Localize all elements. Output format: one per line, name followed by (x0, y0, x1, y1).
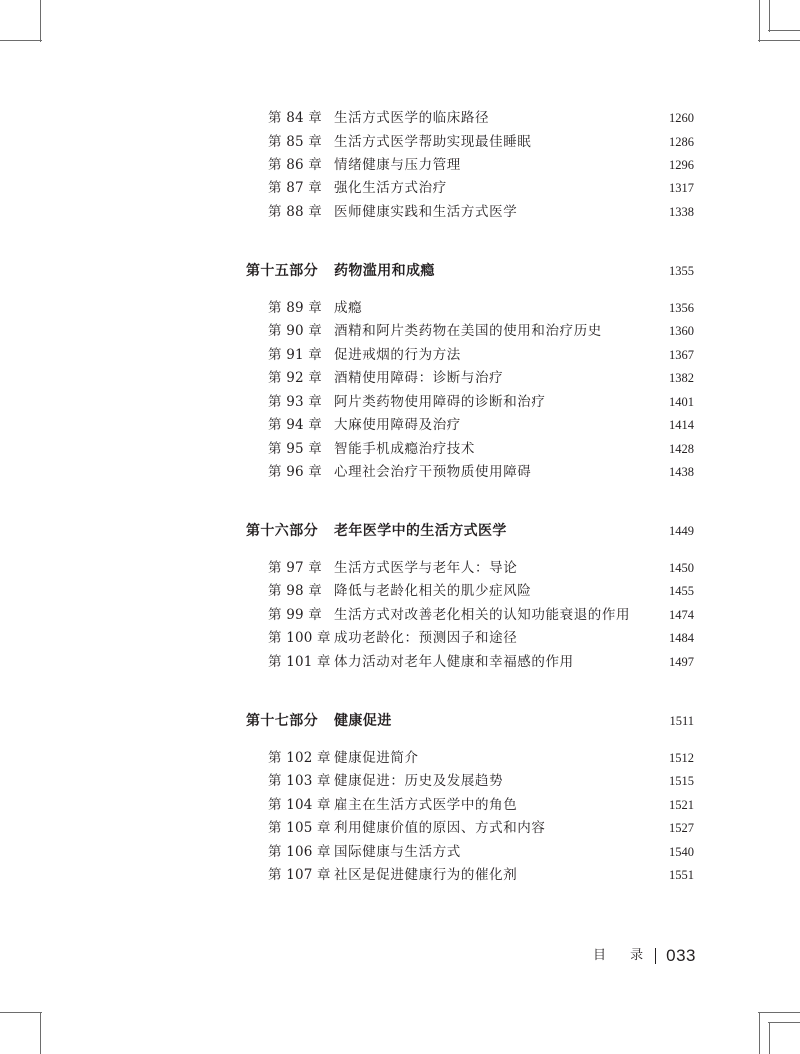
chapter-page-number: 1401 (669, 395, 694, 409)
chapter-page-number: 1484 (669, 631, 694, 645)
running-footer-label: 目 录 (592, 948, 654, 963)
chapter-page-number: 1438 (669, 465, 694, 479)
page-footer (593, 944, 696, 968)
toc-chapter-row[interactable] (0, 177, 800, 199)
chapter-number: 第 104 章 (268, 797, 331, 813)
chapter-title: 利用健康价值的原因、方式和内容 (334, 820, 546, 836)
chapter-title: 成功老龄化：预测因子和途径 (334, 630, 518, 646)
chapter-title: 大麻使用障碍及治疗 (334, 417, 461, 433)
toc-chapter-row[interactable] (0, 747, 800, 769)
chapter-number: 第 88 章 (268, 204, 322, 220)
chapter-title: 体力活动对老年人健康和幸福感的作用 (334, 654, 574, 670)
chapter-title: 情绪健康与压力管理 (334, 157, 461, 173)
part-title: 老年医学中的生活方式医学 (334, 523, 507, 539)
chapter-number: 第 86 章 (268, 157, 322, 173)
toc-chapter-row[interactable] (0, 461, 800, 483)
chapter-number: 第 93 章 (268, 394, 322, 410)
chapter-number: 第 87 章 (268, 180, 322, 196)
chapter-title: 促进戒烟的行为方法 (334, 347, 461, 363)
part-title: 药物滥用和成瘾 (334, 263, 435, 279)
chapter-number: 第 99 章 (268, 607, 322, 623)
chapter-title: 生活方式医学的临床路径 (334, 110, 490, 126)
crop-mark-bottom-left-vertical (40, 1012, 41, 1054)
page-number: 033 (666, 946, 696, 965)
toc-chapter-row[interactable] (0, 794, 800, 816)
toc-part-row[interactable] (0, 710, 800, 732)
chapter-page-number: 1474 (669, 608, 694, 622)
footer-divider (655, 948, 656, 964)
chapter-page-number: 1428 (669, 442, 694, 456)
chapter-title: 智能手机成瘾治疗技术 (334, 441, 475, 457)
chapter-page-number: 1360 (669, 324, 694, 338)
chapter-number: 第 91 章 (268, 347, 322, 363)
part-number: 第十五部分 (246, 263, 318, 279)
toc-chapter-row[interactable] (0, 438, 800, 460)
crop-mark-top-right-vertical-outer (769, 0, 770, 32)
chapter-page-number: 1497 (669, 655, 694, 669)
crop-mark-top-right-horizontal-outer (768, 30, 800, 31)
part-page-number: 1449 (669, 524, 694, 538)
toc-chapter-row[interactable] (0, 201, 800, 223)
part-page-number: 1355 (669, 264, 694, 278)
toc-chapter-row[interactable] (0, 627, 800, 649)
toc-chapter-row[interactable] (0, 604, 800, 626)
chapter-page-number: 1521 (669, 798, 694, 812)
chapter-page-number: 1414 (669, 418, 694, 432)
crop-mark-top-right-horizontal (758, 40, 800, 41)
toc-chapter-row[interactable] (0, 154, 800, 176)
chapter-page-number: 1317 (669, 181, 694, 195)
toc-chapter-row[interactable] (0, 107, 800, 129)
chapter-page-number: 1367 (669, 348, 694, 362)
crop-mark-bottom-right-vertical (759, 1012, 760, 1054)
toc-chapter-row[interactable] (0, 344, 800, 366)
toc-chapter-row[interactable] (0, 651, 800, 673)
crop-mark-bottom-left-horizontal (0, 1012, 42, 1013)
chapter-number: 第 84 章 (268, 110, 322, 126)
chapter-page-number: 1540 (669, 845, 694, 859)
toc-part-row[interactable] (0, 520, 800, 542)
toc-chapter-row[interactable] (0, 320, 800, 342)
chapter-page-number: 1551 (669, 868, 694, 882)
chapter-title: 国际健康与生活方式 (334, 844, 461, 860)
chapter-title: 雇主在生活方式医学中的角色 (334, 797, 518, 813)
chapter-title: 强化生活方式治疗 (334, 180, 447, 196)
toc-chapter-row[interactable] (0, 391, 800, 413)
chapter-title: 健康促进：历史及发展趋势 (334, 773, 504, 789)
toc-chapter-row[interactable] (0, 367, 800, 389)
chapter-page-number: 1450 (669, 561, 694, 575)
toc-part-row[interactable] (0, 260, 800, 282)
chapter-title: 生活方式医学帮助实现最佳睡眠 (334, 134, 532, 150)
chapter-title: 健康促进简介 (334, 750, 419, 766)
chapter-title: 酒精使用障碍：诊断与治疗 (334, 370, 504, 386)
chapter-page-number: 1527 (669, 821, 694, 835)
chapter-page-number: 1260 (669, 111, 694, 125)
chapter-title: 成瘾 (334, 300, 363, 316)
chapter-number: 第 97 章 (268, 560, 322, 576)
part-page-number: 1511 (669, 714, 694, 728)
crop-mark-bottom-right-vertical-outer (769, 1022, 770, 1054)
chapter-number: 第 95 章 (268, 441, 322, 457)
chapter-number: 第 100 章 (268, 630, 331, 646)
chapter-number: 第 103 章 (268, 773, 331, 789)
toc-chapter-row[interactable] (0, 841, 800, 863)
chapter-page-number: 1296 (669, 158, 694, 172)
chapter-number: 第 101 章 (268, 654, 331, 670)
chapter-title: 心理社会治疗干预物质使用障碍 (334, 464, 532, 480)
chapter-title: 酒精和阿片类药物在美国的使用和治疗历史 (334, 323, 602, 339)
toc-chapter-row[interactable] (0, 131, 800, 153)
toc-chapter-row[interactable] (0, 297, 800, 319)
chapter-number: 第 98 章 (268, 583, 322, 599)
chapter-number: 第 94 章 (268, 417, 322, 433)
toc-chapter-row[interactable] (0, 557, 800, 579)
chapter-number: 第 89 章 (268, 300, 322, 316)
crop-mark-top-left-horizontal (0, 40, 42, 41)
chapter-number: 第 105 章 (268, 820, 331, 836)
chapter-title: 社区是促进健康行为的催化剂 (334, 867, 518, 883)
chapter-title: 阿片类药物使用障碍的诊断和治疗 (334, 394, 546, 410)
chapter-page-number: 1515 (669, 774, 694, 788)
toc-chapter-row[interactable] (0, 864, 800, 886)
chapter-page-number: 1455 (669, 584, 694, 598)
chapter-page-number: 1382 (669, 371, 694, 385)
chapter-number: 第 96 章 (268, 464, 322, 480)
part-number: 第十七部分 (246, 713, 318, 729)
chapter-number: 第 107 章 (268, 867, 331, 883)
chapter-title: 医师健康实践和生活方式医学 (334, 204, 518, 220)
toc-chapter-row[interactable] (0, 580, 800, 602)
chapter-title: 生活方式对改善老化相关的认知功能衰退的作用 (334, 607, 631, 623)
crop-mark-bottom-right-horizontal-outer (768, 1022, 800, 1023)
part-number: 第十六部分 (246, 523, 318, 539)
crop-mark-top-right-vertical (759, 0, 760, 42)
toc-chapter-row[interactable] (0, 770, 800, 792)
chapter-page-number: 1286 (669, 135, 694, 149)
chapter-page-number: 1356 (669, 301, 694, 315)
toc-chapter-row[interactable] (0, 414, 800, 436)
crop-mark-bottom-right-horizontal (758, 1012, 800, 1013)
chapter-page-number: 1338 (669, 205, 694, 219)
chapter-number: 第 106 章 (268, 844, 331, 860)
part-title: 健康促进 (334, 713, 392, 729)
chapter-number: 第 92 章 (268, 370, 322, 386)
chapter-title: 降低与老龄化相关的肌少症风险 (334, 583, 532, 599)
chapter-title: 生活方式医学与老年人：导论 (334, 560, 518, 576)
chapter-page-number: 1512 (669, 751, 694, 765)
crop-mark-top-left-vertical (40, 0, 41, 42)
toc-chapter-row[interactable] (0, 817, 800, 839)
chapter-number: 第 90 章 (268, 323, 322, 339)
chapter-number: 第 102 章 (268, 750, 331, 766)
chapter-number: 第 85 章 (268, 134, 322, 150)
